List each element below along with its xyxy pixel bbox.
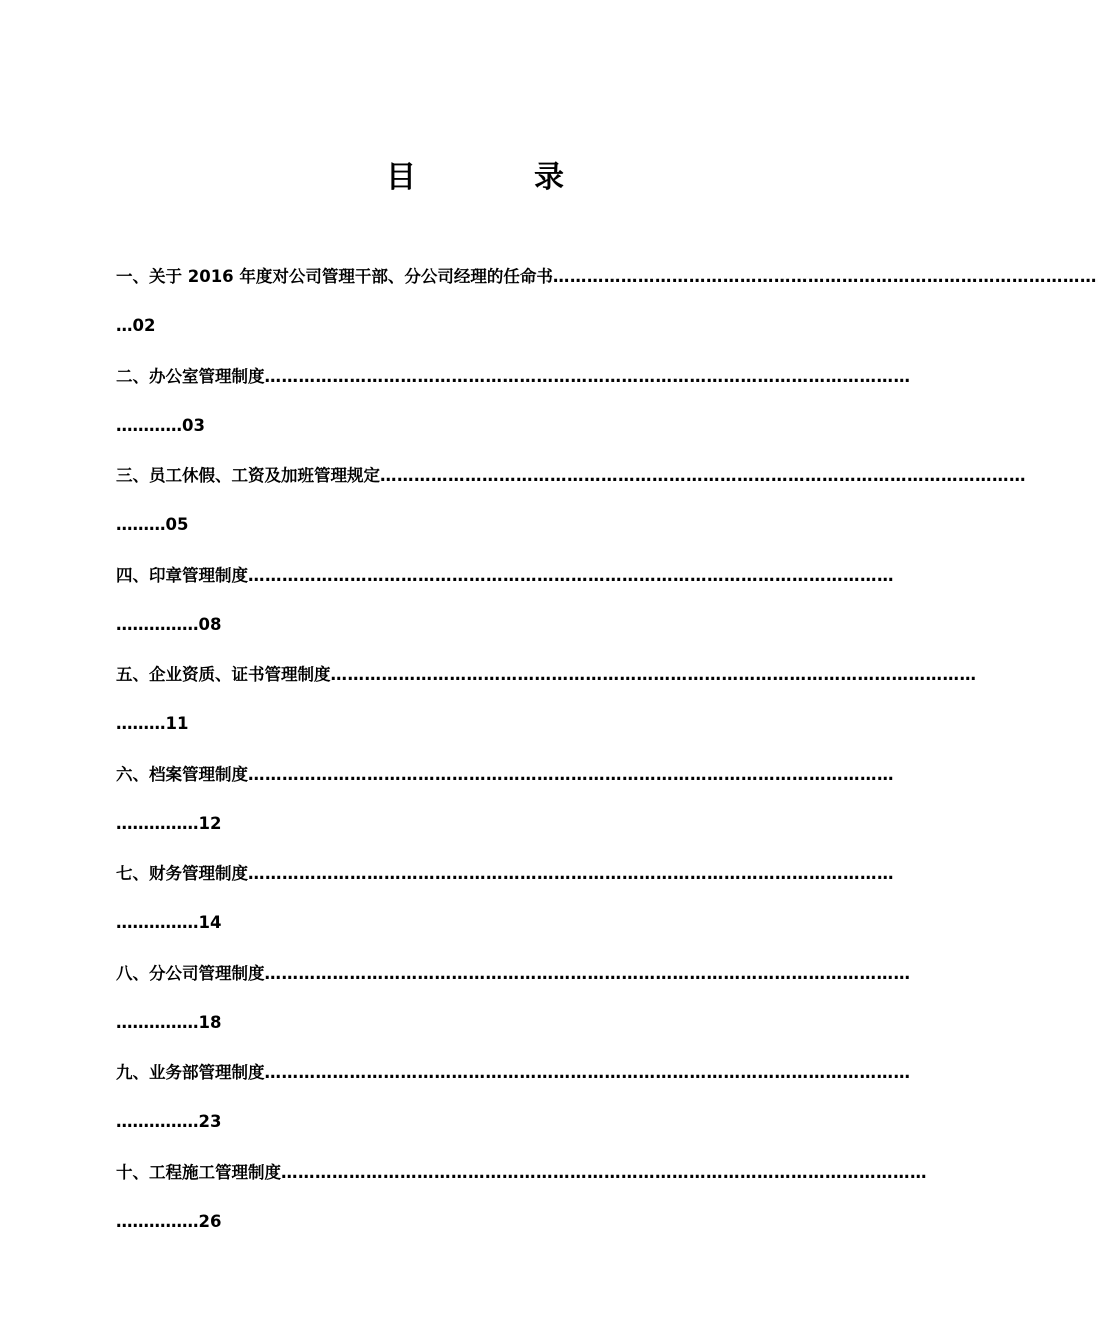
toc-page-number: ………05 [116, 515, 189, 534]
title-char-2: 录 [534, 160, 564, 195]
toc-entry[interactable] [116, 760, 894, 833]
dot-leader: …………………………………………………………………………………………………… [264, 1063, 911, 1082]
dot-leader: …………………………………………………………………………………………………… [264, 366, 911, 386]
dot-leader: …………………………………………………………………………………………………… [264, 963, 911, 983]
toc-title: 档案管理制度 [149, 764, 248, 784]
dot-leader: …………………………………………………………………………………………………… [380, 466, 1026, 485]
toc-page-number: ……………08 [116, 614, 222, 634]
dot-leader: …………………………………………………………………………………………………… [330, 665, 977, 684]
toc-number: 四、 [116, 565, 149, 585]
toc-page-number: ……………12 [116, 813, 222, 833]
toc-number: 一、 [116, 267, 149, 286]
toc-title: 印章管理制度 [149, 565, 248, 585]
toc-entry[interactable] [116, 461, 1026, 534]
toc-page-number: ……………18 [116, 1012, 222, 1032]
title-char-1: 目 [386, 160, 416, 195]
toc-number: 十、 [116, 1162, 149, 1182]
toc-title: 财务管理制度 [149, 864, 248, 883]
toc-title: 业务部管理制度 [149, 1063, 265, 1082]
toc-page-number: ………11 [116, 714, 189, 733]
dot-leader: …………………………………………………………………………………… [552, 267, 1097, 286]
toc-title: 员工休假、工资及加班管理规定 [149, 466, 380, 485]
toc-title: 分公司管理制度 [149, 963, 265, 983]
toc-number: 九、 [116, 1063, 149, 1082]
toc-number: 七、 [116, 864, 149, 883]
toc-entry[interactable] [116, 362, 911, 435]
toc-page-number: ……………26 [116, 1211, 222, 1231]
table-of-contents [116, 262, 1097, 1231]
toc-number: 六、 [116, 764, 149, 784]
toc-number: 五、 [116, 665, 149, 684]
toc-title: 工程施工管理制度 [149, 1162, 281, 1182]
toc-number: 二、 [116, 366, 149, 386]
dot-leader: …………………………………………………………………………………………………… [248, 764, 894, 784]
toc-number: 三、 [116, 466, 149, 485]
toc-title: 企业资质、证书管理制度 [149, 665, 331, 684]
toc-page-number: ……………23 [116, 1112, 222, 1131]
toc-entry[interactable] [116, 959, 911, 1032]
toc-entry[interactable] [116, 1158, 927, 1231]
toc-number: 八、 [116, 963, 149, 983]
toc-title: 办公室管理制度 [149, 366, 265, 386]
toc-entry[interactable] [116, 859, 894, 932]
dot-leader: …………………………………………………………………………………………………… [248, 565, 894, 585]
toc-page-number: …………03 [116, 415, 205, 435]
toc-entry[interactable] [116, 561, 894, 634]
dot-leader: …………………………………………………………………………………………………… [281, 1162, 927, 1182]
toc-page-number: ……………14 [116, 913, 222, 932]
toc-title: 关于 2016 年度对公司管理干部、分公司经理的任命书 [149, 267, 553, 286]
page-title [0, 158, 950, 198]
toc-entry[interactable] [116, 660, 977, 733]
dot-leader: …………………………………………………………………………………………………… [248, 864, 894, 883]
toc-entry[interactable] [116, 1058, 911, 1131]
toc-page-number: …02 [116, 316, 156, 335]
toc-entry[interactable] [116, 262, 1097, 335]
